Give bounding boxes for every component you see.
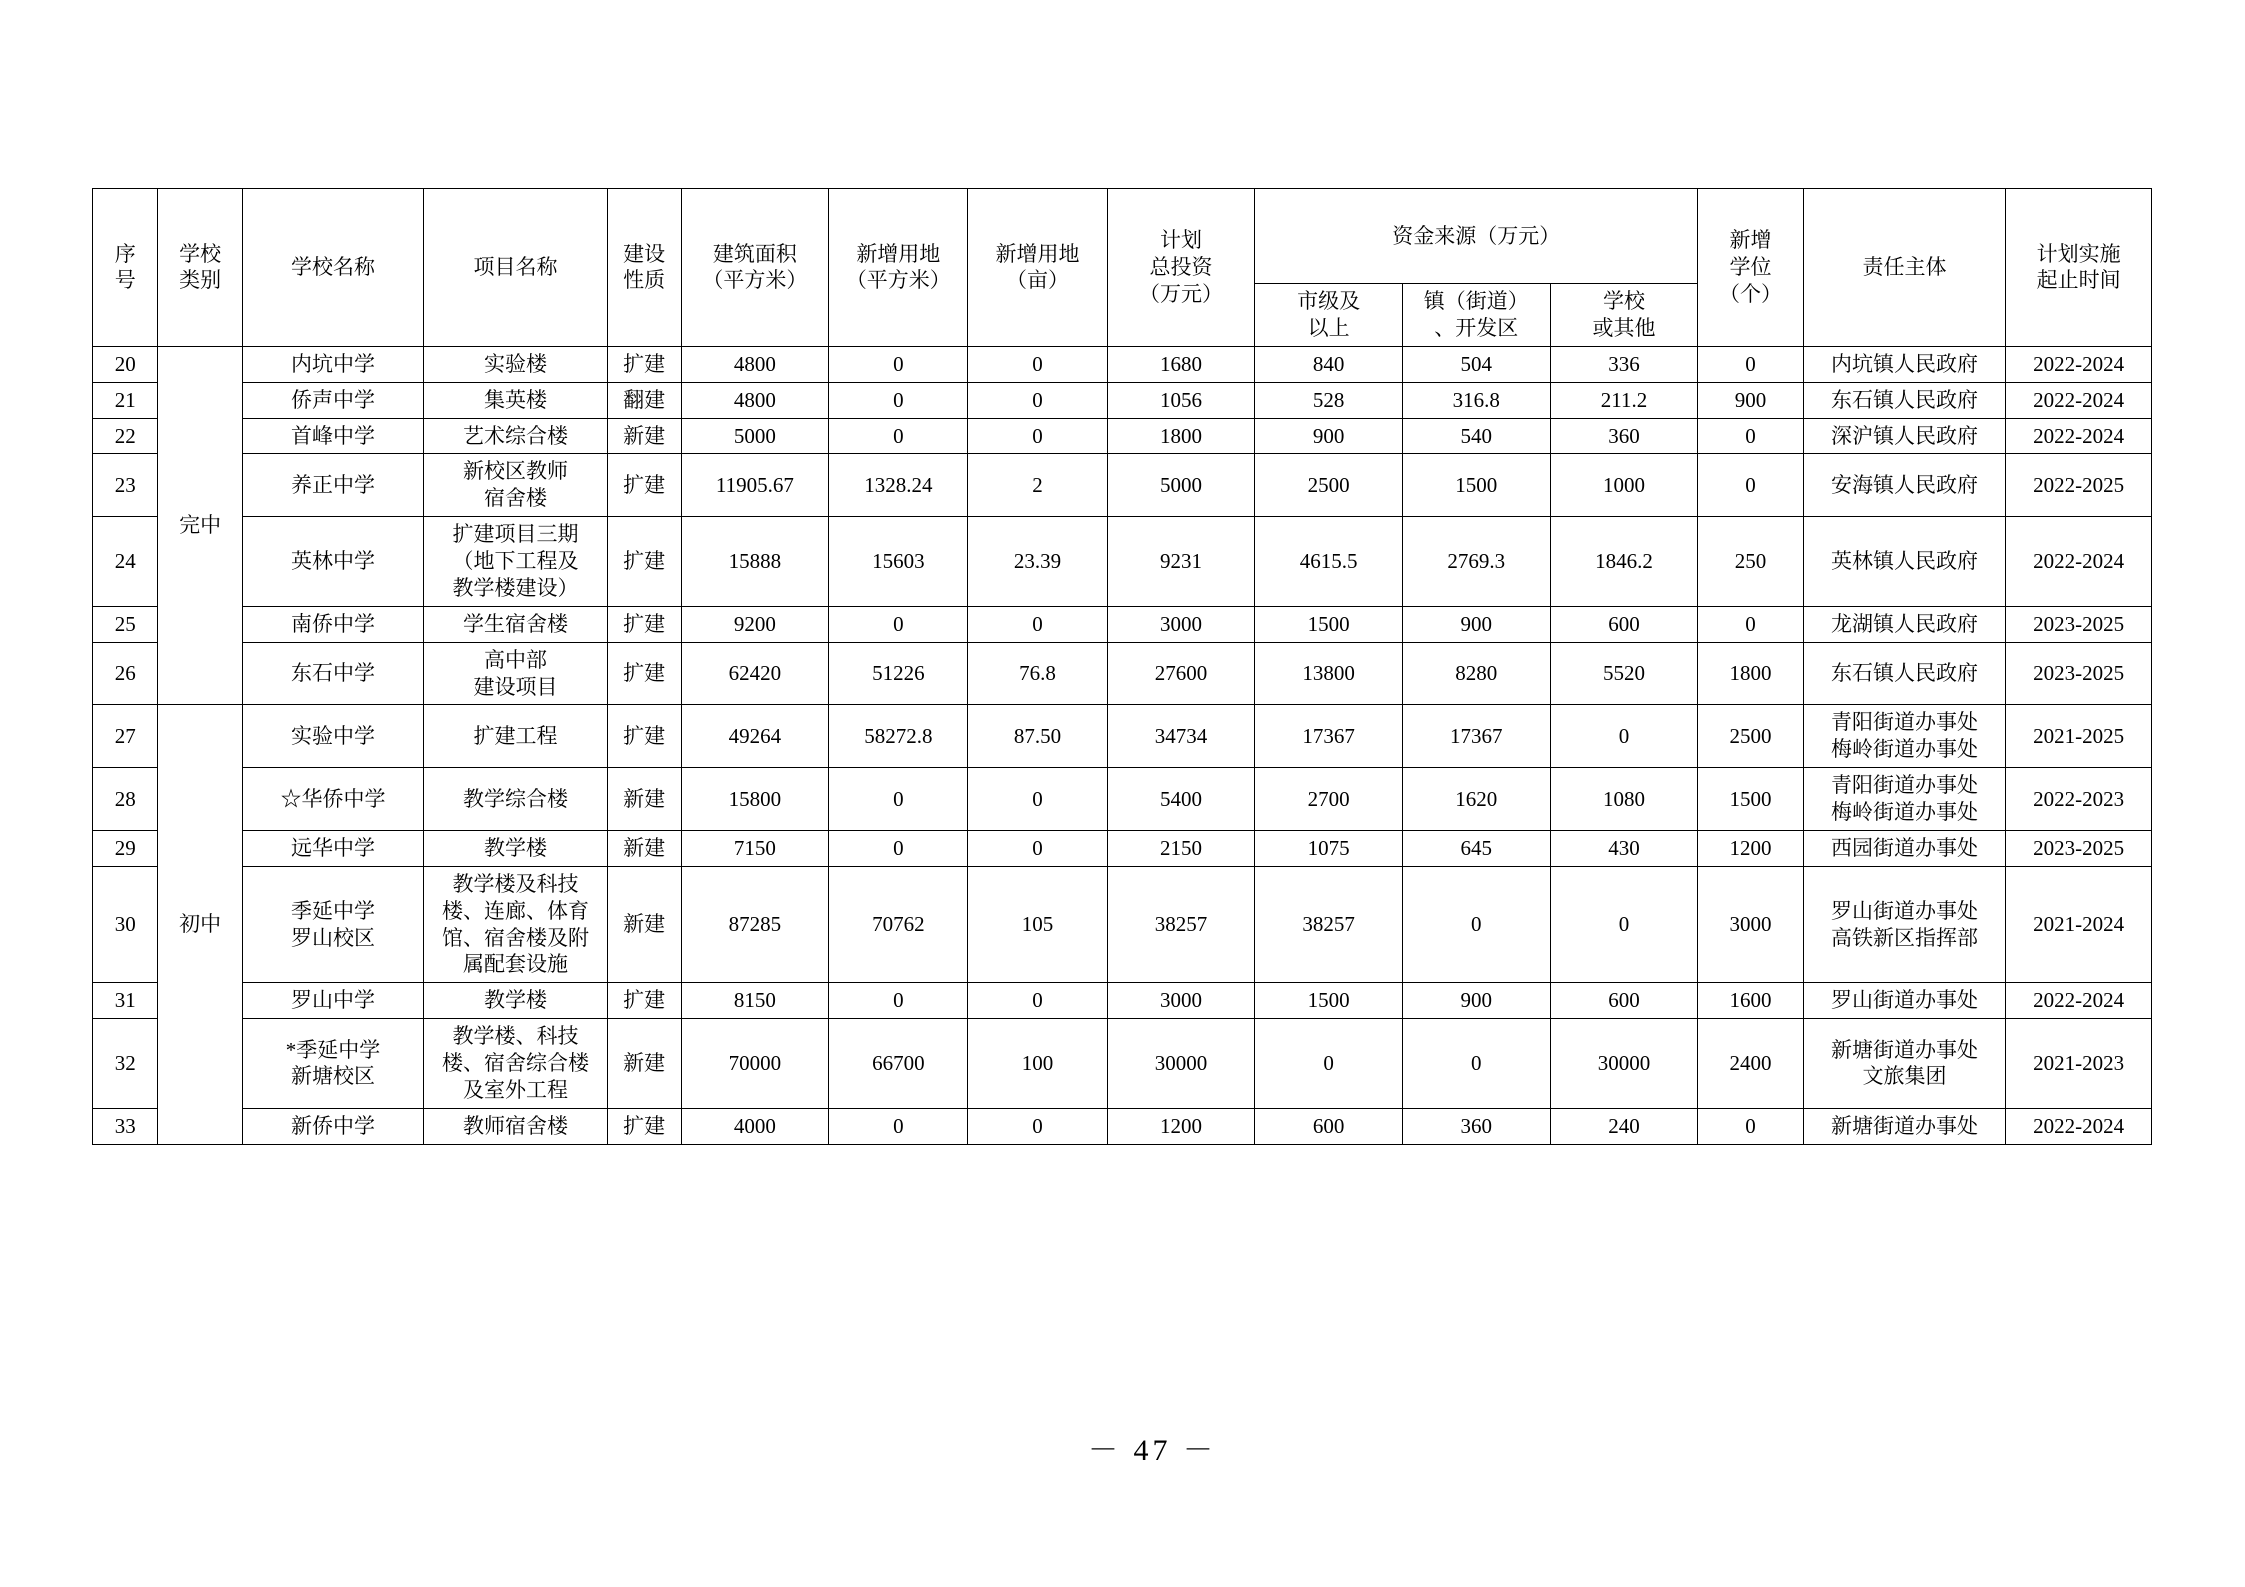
cell-responsible: 新塘街道办事处 文旅集团 bbox=[1803, 1019, 2006, 1109]
cell-construction-nature: 扩建 bbox=[607, 346, 681, 382]
cell-time-range: 2021-2023 bbox=[2006, 1019, 2152, 1109]
header-responsible: 责任主体 bbox=[1803, 189, 2006, 347]
cell-funding-town: 645 bbox=[1402, 830, 1550, 866]
cell-construction-nature: 新建 bbox=[607, 768, 681, 831]
cell-funding-school: 600 bbox=[1550, 606, 1698, 642]
table-row bbox=[93, 346, 2152, 382]
cell-seq: 27 bbox=[93, 705, 158, 768]
cell-responsible: 新塘街道办事处 bbox=[1803, 1108, 2006, 1144]
cell-seq: 33 bbox=[93, 1108, 158, 1144]
cell-construction-nature: 新建 bbox=[607, 830, 681, 866]
cell-school-name: 首峰中学 bbox=[242, 418, 423, 454]
cell-school-name: 养正中学 bbox=[242, 454, 423, 517]
cell-new-land-mu: 0 bbox=[968, 418, 1107, 454]
cell-funding-town: 2769.3 bbox=[1402, 517, 1550, 607]
header-project-name: 项目名称 bbox=[424, 189, 608, 347]
cell-building-area: 62420 bbox=[681, 642, 829, 705]
cell-new-land-mu: 0 bbox=[968, 768, 1107, 831]
cell-building-area: 15888 bbox=[681, 517, 829, 607]
header-new-land-sqm: 新增用地 （平方米） bbox=[829, 189, 968, 347]
cell-new-land-mu: 2 bbox=[968, 454, 1107, 517]
cell-seq: 26 bbox=[93, 642, 158, 705]
header-new-seats: 新增 学位 （个） bbox=[1698, 189, 1803, 347]
cell-time-range: 2022-2024 bbox=[2006, 382, 2152, 418]
cell-total-investment: 5000 bbox=[1107, 454, 1255, 517]
cell-funding-town: 0 bbox=[1402, 1019, 1550, 1109]
cell-responsible: 青阳街道办事处 梅岭街道办事处 bbox=[1803, 768, 2006, 831]
cell-school-name: 季延中学 罗山校区 bbox=[242, 866, 423, 983]
table-header-row-1 bbox=[93, 189, 2152, 284]
cell-project-name: 学生宿舍楼 bbox=[424, 606, 608, 642]
cell-building-area: 4800 bbox=[681, 382, 829, 418]
cell-construction-nature: 扩建 bbox=[607, 517, 681, 607]
cell-funding-town: 0 bbox=[1402, 866, 1550, 983]
cell-funding-city: 600 bbox=[1255, 1108, 1403, 1144]
cell-total-investment: 1680 bbox=[1107, 346, 1255, 382]
table-row bbox=[93, 382, 2152, 418]
cell-school-type: 初中 bbox=[158, 705, 242, 1144]
cell-project-name: 高中部 建设项目 bbox=[424, 642, 608, 705]
cell-construction-nature: 扩建 bbox=[607, 606, 681, 642]
cell-responsible: 内坑镇人民政府 bbox=[1803, 346, 2006, 382]
cell-total-investment: 2150 bbox=[1107, 830, 1255, 866]
cell-time-range: 2022-2024 bbox=[2006, 517, 2152, 607]
cell-total-investment: 3000 bbox=[1107, 983, 1255, 1019]
cell-funding-city: 4615.5 bbox=[1255, 517, 1403, 607]
project-table bbox=[92, 188, 2152, 1145]
cell-new-land-sqm: 70762 bbox=[829, 866, 968, 983]
cell-new-land-sqm: 58272.8 bbox=[829, 705, 968, 768]
cell-seq: 25 bbox=[93, 606, 158, 642]
cell-new-land-sqm: 0 bbox=[829, 346, 968, 382]
cell-seq: 21 bbox=[93, 382, 158, 418]
cell-seq: 30 bbox=[93, 866, 158, 983]
cell-new-seats: 0 bbox=[1698, 1108, 1803, 1144]
cell-funding-city: 0 bbox=[1255, 1019, 1403, 1109]
cell-time-range: 2023-2025 bbox=[2006, 830, 2152, 866]
cell-new-land-mu: 23.39 bbox=[968, 517, 1107, 607]
cell-new-seats: 900 bbox=[1698, 382, 1803, 418]
cell-project-name: 教学楼 bbox=[424, 830, 608, 866]
cell-funding-school: 211.2 bbox=[1550, 382, 1698, 418]
cell-school-name: 远华中学 bbox=[242, 830, 423, 866]
cell-building-area: 9200 bbox=[681, 606, 829, 642]
cell-new-land-sqm: 0 bbox=[829, 768, 968, 831]
cell-new-seats: 3000 bbox=[1698, 866, 1803, 983]
cell-school-name: 东石中学 bbox=[242, 642, 423, 705]
table-row bbox=[93, 1019, 2152, 1109]
cell-total-investment: 5400 bbox=[1107, 768, 1255, 831]
cell-responsible: 安海镇人民政府 bbox=[1803, 454, 2006, 517]
cell-funding-school: 30000 bbox=[1550, 1019, 1698, 1109]
cell-funding-city: 2700 bbox=[1255, 768, 1403, 831]
header-total-investment: 计划 总投资 （万元） bbox=[1107, 189, 1255, 347]
header-school-type: 学校 类别 bbox=[158, 189, 242, 347]
table-row bbox=[93, 830, 2152, 866]
cell-funding-city: 1075 bbox=[1255, 830, 1403, 866]
cell-new-seats: 0 bbox=[1698, 418, 1803, 454]
cell-responsible: 英林镇人民政府 bbox=[1803, 517, 2006, 607]
cell-school-name: *季延中学 新塘校区 bbox=[242, 1019, 423, 1109]
cell-total-investment: 34734 bbox=[1107, 705, 1255, 768]
cell-new-land-mu: 87.50 bbox=[968, 705, 1107, 768]
cell-new-land-sqm: 0 bbox=[829, 830, 968, 866]
cell-total-investment: 27600 bbox=[1107, 642, 1255, 705]
cell-time-range: 2022-2025 bbox=[2006, 454, 2152, 517]
cell-funding-city: 1500 bbox=[1255, 983, 1403, 1019]
cell-new-seats: 1500 bbox=[1698, 768, 1803, 831]
cell-new-land-sqm: 1328.24 bbox=[829, 454, 968, 517]
cell-funding-school: 430 bbox=[1550, 830, 1698, 866]
cell-school-type: 完中 bbox=[158, 346, 242, 705]
cell-school-name: 侨声中学 bbox=[242, 382, 423, 418]
cell-construction-nature: 扩建 bbox=[607, 983, 681, 1019]
cell-funding-town: 360 bbox=[1402, 1108, 1550, 1144]
cell-funding-city: 528 bbox=[1255, 382, 1403, 418]
cell-funding-school: 5520 bbox=[1550, 642, 1698, 705]
header-funding-group: 资金来源（万元） bbox=[1255, 189, 1698, 284]
table-row bbox=[93, 642, 2152, 705]
cell-new-seats: 250 bbox=[1698, 517, 1803, 607]
cell-responsible: 东石镇人民政府 bbox=[1803, 642, 2006, 705]
cell-seq: 22 bbox=[93, 418, 158, 454]
cell-time-range: 2023-2025 bbox=[2006, 606, 2152, 642]
cell-project-name: 教学楼及科技 楼、连廊、体育 馆、宿舍楼及附 属配套设施 bbox=[424, 866, 608, 983]
cell-total-investment: 30000 bbox=[1107, 1019, 1255, 1109]
cell-funding-city: 840 bbox=[1255, 346, 1403, 382]
cell-time-range: 2022-2024 bbox=[2006, 346, 2152, 382]
cell-new-seats: 0 bbox=[1698, 606, 1803, 642]
cell-building-area: 11905.67 bbox=[681, 454, 829, 517]
cell-time-range: 2022-2024 bbox=[2006, 1108, 2152, 1144]
cell-funding-town: 316.8 bbox=[1402, 382, 1550, 418]
cell-project-name: 艺术综合楼 bbox=[424, 418, 608, 454]
table-row bbox=[93, 705, 2152, 768]
cell-new-land-mu: 0 bbox=[968, 1108, 1107, 1144]
cell-time-range: 2023-2025 bbox=[2006, 642, 2152, 705]
cell-building-area: 5000 bbox=[681, 418, 829, 454]
cell-project-name: 实验楼 bbox=[424, 346, 608, 382]
cell-school-name: 新侨中学 bbox=[242, 1108, 423, 1144]
cell-construction-nature: 扩建 bbox=[607, 642, 681, 705]
cell-seq: 20 bbox=[93, 346, 158, 382]
page-number-text: － 47 － bbox=[1088, 1434, 1217, 1467]
cell-time-range: 2021-2024 bbox=[2006, 866, 2152, 983]
cell-responsible: 罗山街道办事处 bbox=[1803, 983, 2006, 1019]
cell-funding-school: 1000 bbox=[1550, 454, 1698, 517]
cell-project-name: 教学楼、科技 楼、宿舍综合楼 及室外工程 bbox=[424, 1019, 608, 1109]
cell-school-name: 罗山中学 bbox=[242, 983, 423, 1019]
cell-construction-nature: 扩建 bbox=[607, 454, 681, 517]
table-row bbox=[93, 517, 2152, 607]
cell-new-land-sqm: 0 bbox=[829, 382, 968, 418]
cell-new-land-mu: 0 bbox=[968, 983, 1107, 1019]
cell-funding-school: 600 bbox=[1550, 983, 1698, 1019]
table-row bbox=[93, 454, 2152, 517]
cell-new-land-sqm: 0 bbox=[829, 606, 968, 642]
cell-construction-nature: 扩建 bbox=[607, 705, 681, 768]
cell-responsible: 青阳街道办事处 梅岭街道办事处 bbox=[1803, 705, 2006, 768]
table-row bbox=[93, 418, 2152, 454]
cell-project-name: 新校区教师 宿舍楼 bbox=[424, 454, 608, 517]
cell-new-land-mu: 0 bbox=[968, 606, 1107, 642]
cell-new-land-sqm: 0 bbox=[829, 983, 968, 1019]
cell-project-name: 扩建项目三期 （地下工程及 教学楼建设） bbox=[424, 517, 608, 607]
cell-seq: 24 bbox=[93, 517, 158, 607]
cell-project-name: 教学综合楼 bbox=[424, 768, 608, 831]
cell-funding-school: 240 bbox=[1550, 1108, 1698, 1144]
cell-funding-city: 38257 bbox=[1255, 866, 1403, 983]
table-row bbox=[93, 768, 2152, 831]
cell-time-range: 2021-2025 bbox=[2006, 705, 2152, 768]
cell-building-area: 87285 bbox=[681, 866, 829, 983]
cell-construction-nature: 翻建 bbox=[607, 382, 681, 418]
table-row bbox=[93, 866, 2152, 983]
page-number bbox=[0, 1425, 2245, 1469]
cell-funding-city: 2500 bbox=[1255, 454, 1403, 517]
cell-total-investment: 38257 bbox=[1107, 866, 1255, 983]
cell-new-land-sqm: 66700 bbox=[829, 1019, 968, 1109]
cell-school-name: 英林中学 bbox=[242, 517, 423, 607]
header-construction-nature: 建设 性质 bbox=[607, 189, 681, 347]
cell-construction-nature: 新建 bbox=[607, 418, 681, 454]
cell-new-land-sqm: 0 bbox=[829, 418, 968, 454]
cell-funding-town: 900 bbox=[1402, 983, 1550, 1019]
cell-funding-school: 1846.2 bbox=[1550, 517, 1698, 607]
cell-construction-nature: 扩建 bbox=[607, 1108, 681, 1144]
table-row bbox=[93, 606, 2152, 642]
cell-funding-school: 0 bbox=[1550, 705, 1698, 768]
cell-new-seats: 0 bbox=[1698, 454, 1803, 517]
cell-funding-town: 900 bbox=[1402, 606, 1550, 642]
cell-new-land-sqm: 51226 bbox=[829, 642, 968, 705]
cell-seq: 31 bbox=[93, 983, 158, 1019]
cell-total-investment: 1200 bbox=[1107, 1108, 1255, 1144]
cell-responsible: 龙湖镇人民政府 bbox=[1803, 606, 2006, 642]
cell-project-name: 教学楼 bbox=[424, 983, 608, 1019]
cell-seq: 28 bbox=[93, 768, 158, 831]
cell-project-name: 扩建工程 bbox=[424, 705, 608, 768]
cell-new-land-sqm: 0 bbox=[829, 1108, 968, 1144]
cell-funding-town: 504 bbox=[1402, 346, 1550, 382]
cell-funding-school: 360 bbox=[1550, 418, 1698, 454]
cell-total-investment: 1800 bbox=[1107, 418, 1255, 454]
cell-building-area: 8150 bbox=[681, 983, 829, 1019]
cell-building-area: 70000 bbox=[681, 1019, 829, 1109]
cell-new-land-sqm: 15603 bbox=[829, 517, 968, 607]
table-row bbox=[93, 1108, 2152, 1144]
cell-funding-town: 540 bbox=[1402, 418, 1550, 454]
cell-seq: 23 bbox=[93, 454, 158, 517]
cell-school-name: ☆华侨中学 bbox=[242, 768, 423, 831]
cell-time-range: 2022-2023 bbox=[2006, 768, 2152, 831]
cell-funding-school: 336 bbox=[1550, 346, 1698, 382]
cell-school-name: 南侨中学 bbox=[242, 606, 423, 642]
cell-funding-city: 13800 bbox=[1255, 642, 1403, 705]
cell-total-investment: 3000 bbox=[1107, 606, 1255, 642]
cell-new-land-mu: 76.8 bbox=[968, 642, 1107, 705]
cell-responsible: 西园街道办事处 bbox=[1803, 830, 2006, 866]
cell-construction-nature: 新建 bbox=[607, 866, 681, 983]
cell-seq: 29 bbox=[93, 830, 158, 866]
cell-new-land-mu: 0 bbox=[968, 830, 1107, 866]
cell-responsible: 罗山街道办事处 高铁新区指挥部 bbox=[1803, 866, 2006, 983]
header-school-name: 学校名称 bbox=[242, 189, 423, 347]
cell-building-area: 7150 bbox=[681, 830, 829, 866]
cell-new-seats: 1800 bbox=[1698, 642, 1803, 705]
cell-project-name: 教师宿舍楼 bbox=[424, 1108, 608, 1144]
cell-school-name: 实验中学 bbox=[242, 705, 423, 768]
cell-funding-school: 1080 bbox=[1550, 768, 1698, 831]
cell-building-area: 4000 bbox=[681, 1108, 829, 1144]
cell-funding-city: 17367 bbox=[1255, 705, 1403, 768]
cell-time-range: 2022-2024 bbox=[2006, 983, 2152, 1019]
cell-total-investment: 1056 bbox=[1107, 382, 1255, 418]
cell-funding-town: 8280 bbox=[1402, 642, 1550, 705]
cell-new-seats: 0 bbox=[1698, 346, 1803, 382]
cell-funding-town: 1500 bbox=[1402, 454, 1550, 517]
cell-new-seats: 1200 bbox=[1698, 830, 1803, 866]
cell-new-land-mu: 100 bbox=[968, 1019, 1107, 1109]
cell-new-land-mu: 105 bbox=[968, 866, 1107, 983]
cell-funding-town: 1620 bbox=[1402, 768, 1550, 831]
cell-building-area: 4800 bbox=[681, 346, 829, 382]
table-row bbox=[93, 983, 2152, 1019]
header-funding-city: 市级及 以上 bbox=[1255, 284, 1403, 347]
cell-building-area: 15800 bbox=[681, 768, 829, 831]
cell-seq: 32 bbox=[93, 1019, 158, 1109]
project-table-container bbox=[92, 188, 2152, 1145]
cell-new-seats: 2400 bbox=[1698, 1019, 1803, 1109]
cell-project-name: 集英楼 bbox=[424, 382, 608, 418]
cell-funding-town: 17367 bbox=[1402, 705, 1550, 768]
cell-new-seats: 1600 bbox=[1698, 983, 1803, 1019]
cell-responsible: 东石镇人民政府 bbox=[1803, 382, 2006, 418]
cell-funding-city: 1500 bbox=[1255, 606, 1403, 642]
header-funding-town: 镇（街道） 、开发区 bbox=[1402, 284, 1550, 347]
header-building-area: 建筑面积 （平方米） bbox=[681, 189, 829, 347]
cell-funding-city: 900 bbox=[1255, 418, 1403, 454]
header-funding-school: 学校 或其他 bbox=[1550, 284, 1698, 347]
cell-new-seats: 2500 bbox=[1698, 705, 1803, 768]
header-time-range: 计划实施 起止时间 bbox=[2006, 189, 2152, 347]
cell-funding-school: 0 bbox=[1550, 866, 1698, 983]
cell-new-land-mu: 0 bbox=[968, 382, 1107, 418]
cell-responsible: 深沪镇人民政府 bbox=[1803, 418, 2006, 454]
cell-time-range: 2022-2024 bbox=[2006, 418, 2152, 454]
cell-building-area: 49264 bbox=[681, 705, 829, 768]
header-seq: 序 号 bbox=[93, 189, 158, 347]
cell-construction-nature: 新建 bbox=[607, 1019, 681, 1109]
cell-total-investment: 9231 bbox=[1107, 517, 1255, 607]
cell-new-land-mu: 0 bbox=[968, 346, 1107, 382]
header-new-land-mu: 新增用地 （亩） bbox=[968, 189, 1107, 347]
cell-school-name: 内坑中学 bbox=[242, 346, 423, 382]
